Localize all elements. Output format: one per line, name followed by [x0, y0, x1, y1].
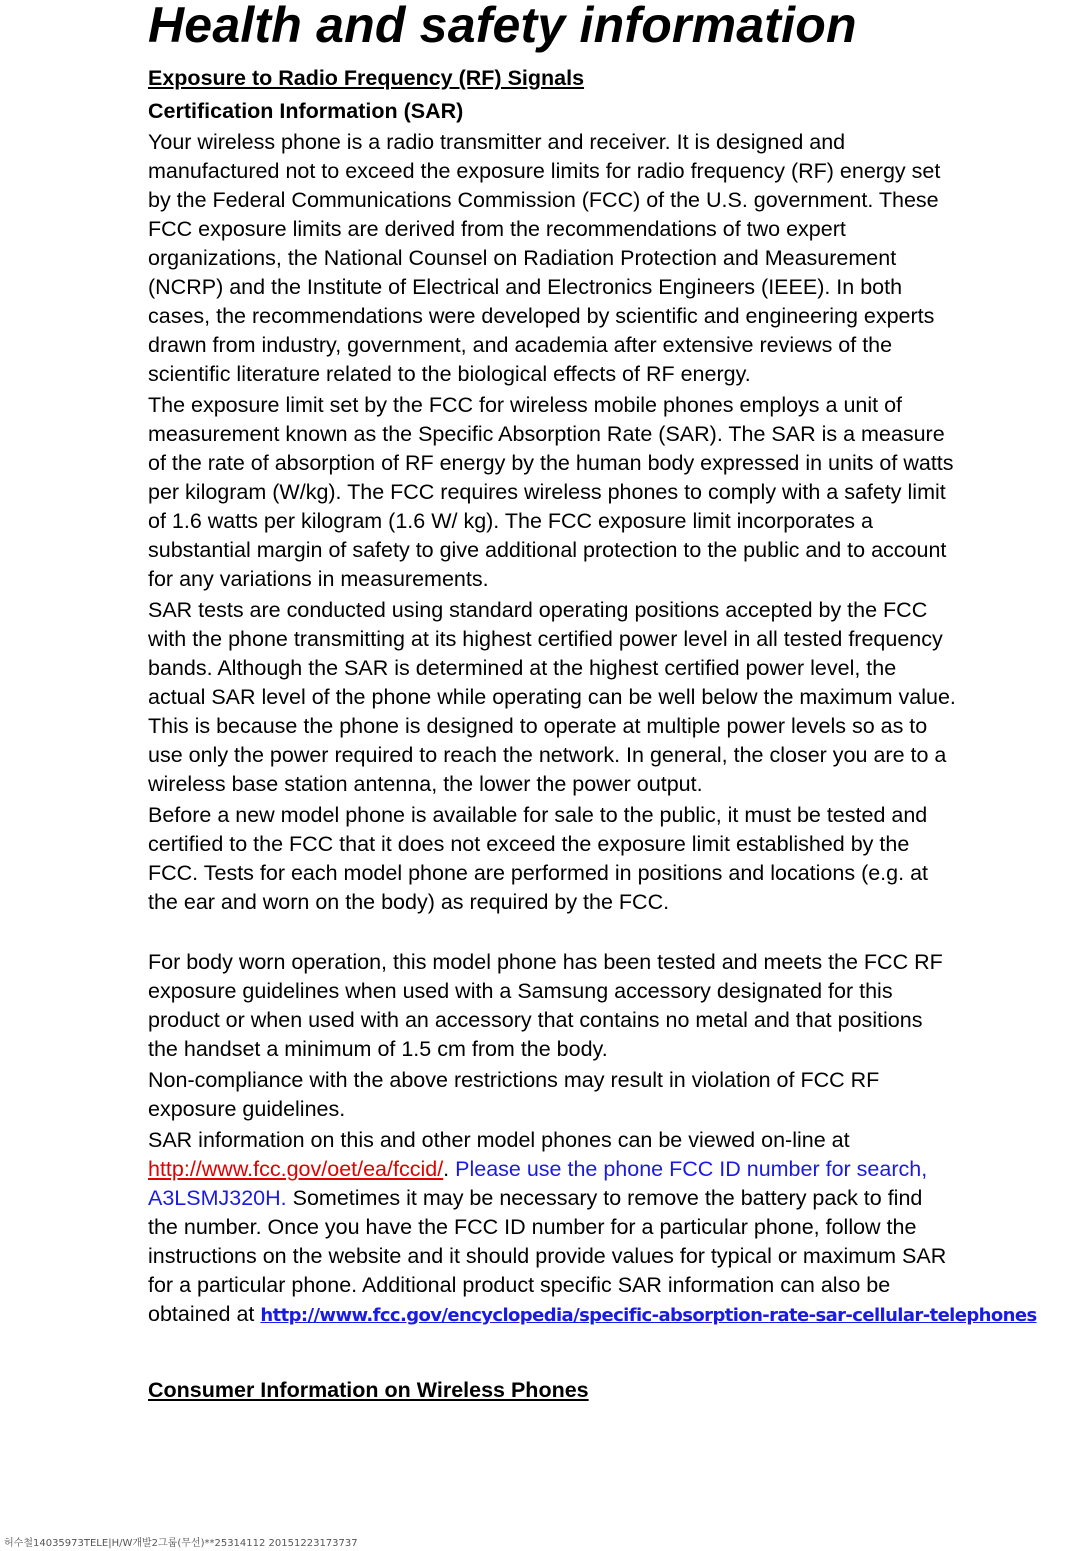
- sub-heading-sar-certification: Certification Information (SAR): [148, 99, 464, 123]
- paragraph-non-compliance: Non-compliance with the above restrictions may result in violation of FCC RF exposure guidelines.: [148, 1068, 880, 1121]
- paragraph-exposure-limit: The exposure limit set by the FCC for wireless mobile phones employs a unit of measurement known as the Specific Absorption Rate (SAR). The SAR is a measure of the rate of absorption of RF energy by the human body expressed in units of watts per kilogram (W/kg). The FCC requires wireless phones to comply with a safety limit of 1.6 watts per kilogram (1.6 W/ kg). The FCC exposure limit incorporates a substantial margin of safety to give additional protection to the public and to account for any variations in measurements.: [148, 393, 954, 591]
- fcc-id-link[interactable]: http://www.fcc.gov/oet/ea/fccid/: [148, 1157, 444, 1181]
- fcc-id-number: A3LSMJ320H.: [148, 1186, 287, 1210]
- paragraph-transmitter: Your wireless phone is a radio transmitter and receiver. It is designed and manufactured not to exceed the exposure limits for radio frequency (RF) energy set by the Federal Communications Commission (FCC) of the U.S. government. These FCC exposure limits are derived from the recommendations of two expert organizations, the National Counsel on Radiation Protection and Measurement (NCRP) and the Institute of Electrical and Electronics Engineers (IEEE). In both cases, the recommendations were developed by scientific and engineering experts drawn from industry, government, and academia after extensive reviews of the scientific literature related to the biological effects of RF energy.: [148, 130, 941, 386]
- section-heading-rf-exposure: Exposure to Radio Frequency (RF) Signals: [148, 66, 585, 90]
- paragraph-sar-info: [148, 1126, 1084, 1330]
- sar-info-intro: SAR information on this and other model phones can be viewed on-line at: [148, 1128, 850, 1152]
- document-page: [148, 0, 1084, 1405]
- sar-info-rest: Sometimes it may be necessary to remove the battery pack to find the number. Once you have the FCC ID number for a particular phone, follow the instructions on the website and it should provide values for typical or maximum SAR for a particular phone. Additional product specific SAR information can also be obtained at: [148, 1186, 947, 1326]
- paragraph-sar-tests: SAR tests are conducted using standard operating positions accepted by the FCC with the phone transmitting at its highest certified power level in all tested frequency bands. Although the SAR is determined at the highest certified power level, the actual SAR level of the phone while operating can be well below the maximum value. This is because the phone is designed to operate at multiple power levels so as to use only the power required to reach the network. In general, the closer you are to a wireless base station antenna, the lower the power output.: [148, 598, 956, 796]
- consumer-info-heading: Consumer Information on Wireless Phones: [148, 1378, 589, 1402]
- blank-line: [148, 917, 1084, 946]
- sar-info-period: .: [443, 1157, 450, 1181]
- footer-stamp: 허수철14035973TELE|H/W개발2그룹(무선)**25314112 20151223173737: [4, 1538, 358, 1549]
- fcc-id-search-note: Please use the phone FCC ID number for search,: [449, 1157, 928, 1181]
- fcc-encyclopedia-link[interactable]: http://www.fcc.gov/encyclopedia/specific-absorption-rate-sar-cellular-telephones: [260, 1305, 1037, 1326]
- paragraph-new-model: Before a new model phone is available for sale to the public, it must be tested and certified to the FCC that it does not exceed the exposure limit established by the FCC. Tests for each model phone are performed in positions and locations (e.g. at the ear and worn on the body) as required by the FCC.: [148, 803, 928, 914]
- paragraph-body-worn: For body worn operation, this model phone has been tested and meets the FCC RF exposure guidelines when used with a Samsung accessory designated for this product or when used with an accessory that contains no metal and that positions the handset a minimum of 1.5 cm from the body.: [148, 950, 943, 1061]
- page-title: Health and safety information: [148, 0, 857, 53]
